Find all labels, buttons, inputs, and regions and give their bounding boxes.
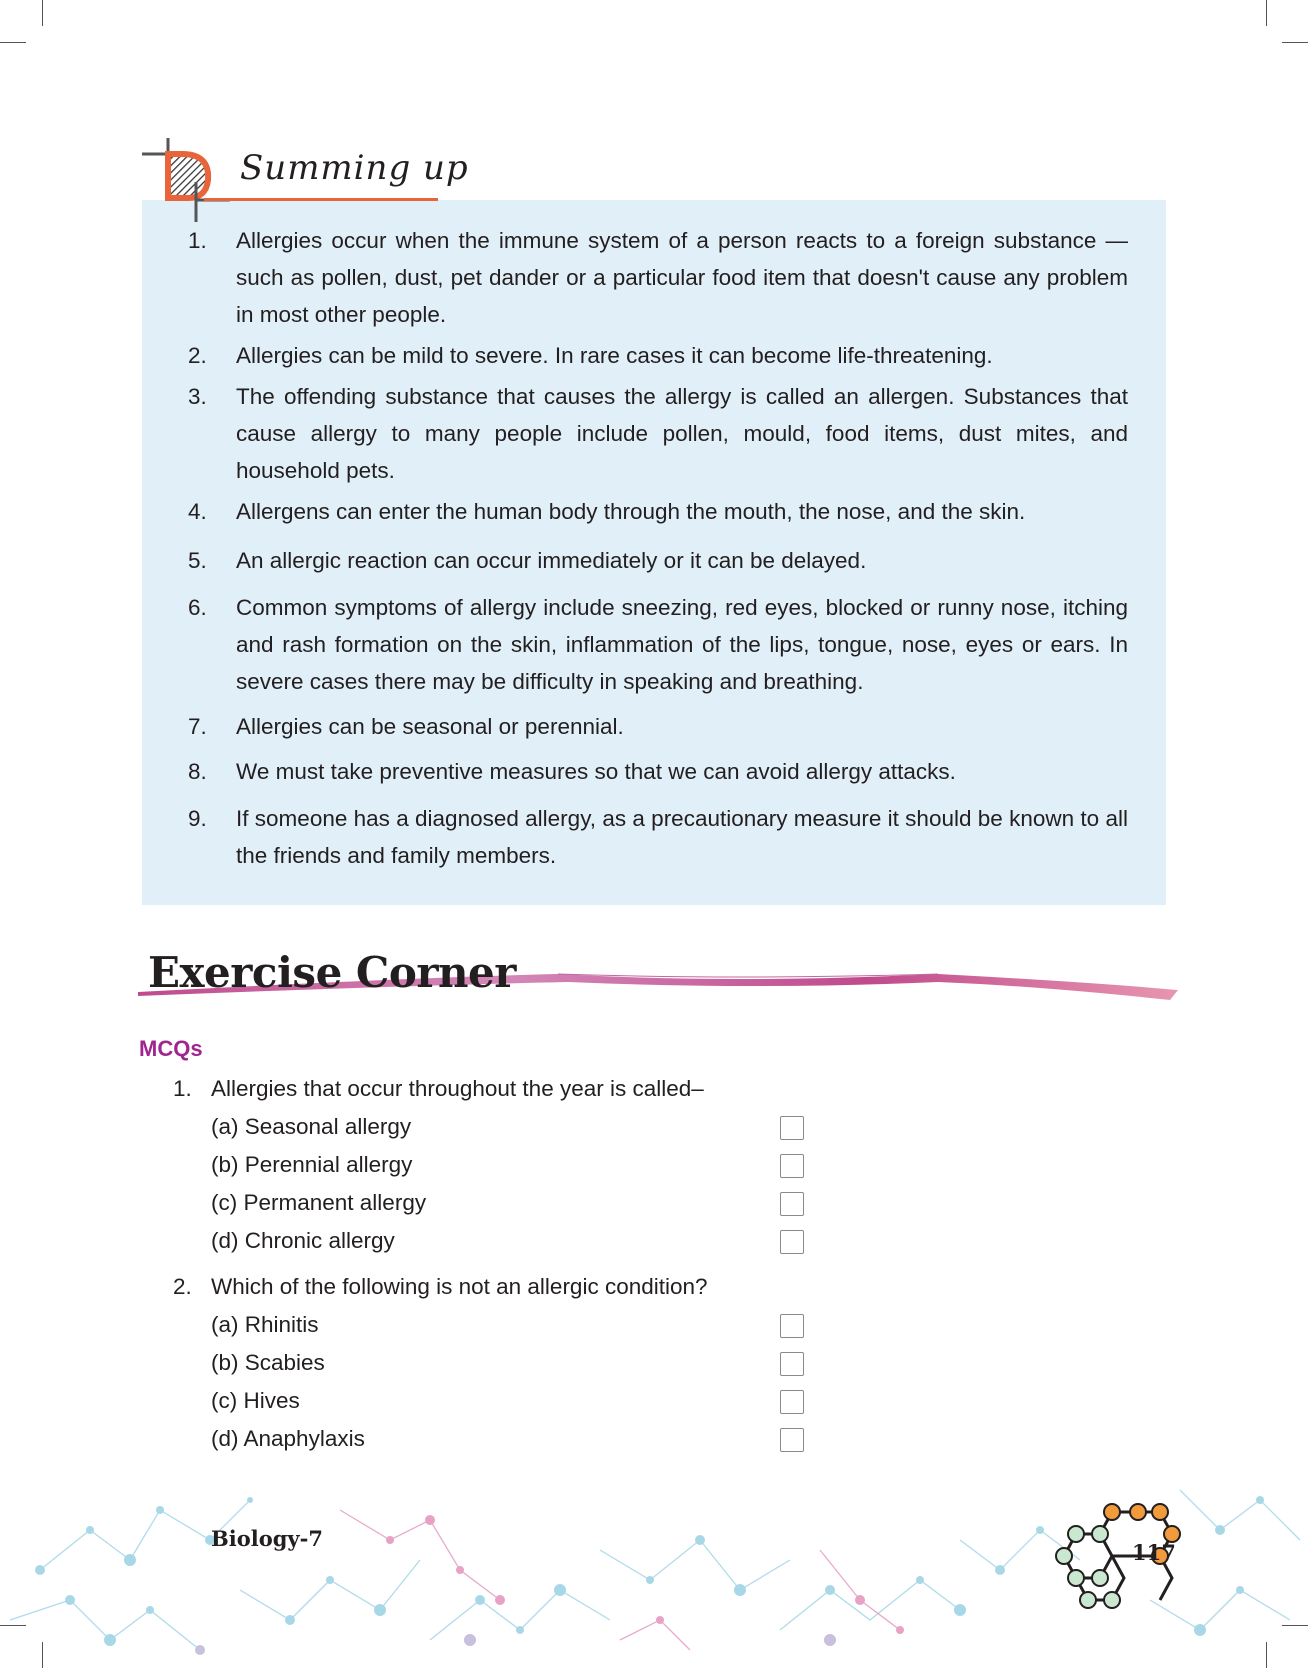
summary-header-icon <box>140 132 230 224</box>
title-underline <box>204 198 438 201</box>
answer-checkbox[interactable] <box>780 1230 804 1254</box>
question-number: 2. <box>173 1274 192 1299</box>
answer-checkbox[interactable] <box>780 1428 804 1452</box>
option-label: (c) Hives <box>211 1388 300 1413</box>
answer-checkbox[interactable] <box>780 1116 804 1140</box>
item-number: 9. <box>188 806 207 831</box>
crop-mark <box>1266 0 1267 26</box>
item-text: If someone has a diagnosed allergy, as a precautionary measure it should be known to all the friends and family members. <box>236 806 1128 868</box>
item-text: Common symptoms of allergy include sneezing, red eyes, blocked or runny nose, itching and rash formation on the skin, inflammation of the lips, tongue, nose, eyes or ears. In severe cases there may be difficulty in speaking and breathing. <box>236 595 1128 694</box>
book-title: Biology-7 <box>211 1526 323 1551</box>
item-text: Allergies can be mild to severe. In rare cases it can become life-threatening. <box>236 343 993 368</box>
option-label: (b) Scabies <box>211 1350 325 1375</box>
item-number: 5. <box>188 548 207 573</box>
item-text: We must take preventive measures so that we can avoid allergy attacks. <box>236 759 956 784</box>
option-label: (d) Anaphylaxis <box>211 1426 365 1451</box>
item-number: 4. <box>188 499 207 524</box>
mcq-heading: MCQs <box>139 1036 203 1061</box>
item-text: The offending substance that causes the allergy is called an allergen. Substances that cause allergy to many people include pollen, mould, food items, dust mites, and household pets. <box>236 384 1128 483</box>
option-label: (b) Perennial allergy <box>211 1152 413 1177</box>
option-label: (a) Rhinitis <box>211 1312 319 1337</box>
item-number: 7. <box>188 714 207 739</box>
answer-checkbox[interactable] <box>780 1352 804 1376</box>
answer-checkbox[interactable] <box>780 1314 804 1338</box>
question-text: Which of the following is not an allergic condition? <box>211 1274 708 1299</box>
option-label: (a) Seasonal allergy <box>211 1114 412 1139</box>
option-label: (c) Permanent allergy <box>211 1190 427 1215</box>
option-label: (d) Chronic allergy <box>211 1228 395 1253</box>
item-number: 3. <box>188 384 207 409</box>
crop-mark <box>1282 42 1308 43</box>
crop-mark <box>0 42 26 43</box>
question-number: 1. <box>173 1076 192 1101</box>
answer-checkbox[interactable] <box>780 1154 804 1178</box>
summary-title: Summing up <box>240 148 469 188</box>
page-number-badge <box>1052 1502 1202 1632</box>
item-text: Allergies can be seasonal or perennial. <box>236 714 624 739</box>
crop-mark <box>42 0 43 26</box>
item-number: 2. <box>188 343 207 368</box>
exercise-title: Exercise Corner <box>148 948 516 997</box>
item-number: 1. <box>188 228 207 253</box>
summary-box <box>142 200 1166 905</box>
answer-checkbox[interactable] <box>780 1192 804 1216</box>
item-number: 6. <box>188 595 207 620</box>
item-number: 8. <box>188 759 207 784</box>
item-text: An allergic reaction can occur immediately or it can be delayed. <box>236 548 867 573</box>
question-text: Allergies that occur throughout the year is called– <box>211 1076 704 1101</box>
item-text: Allergens can enter the human body through the mouth, the nose, and the skin. <box>236 499 1026 524</box>
item-text: Allergies occur when the immune system of a person reacts to a foreign substance — such as pollen, dust, pet dander or a particular food item that doesn't cause any problem in most other people. <box>236 228 1128 327</box>
page-number: 117 <box>1132 1540 1176 1565</box>
answer-checkbox[interactable] <box>780 1390 804 1414</box>
